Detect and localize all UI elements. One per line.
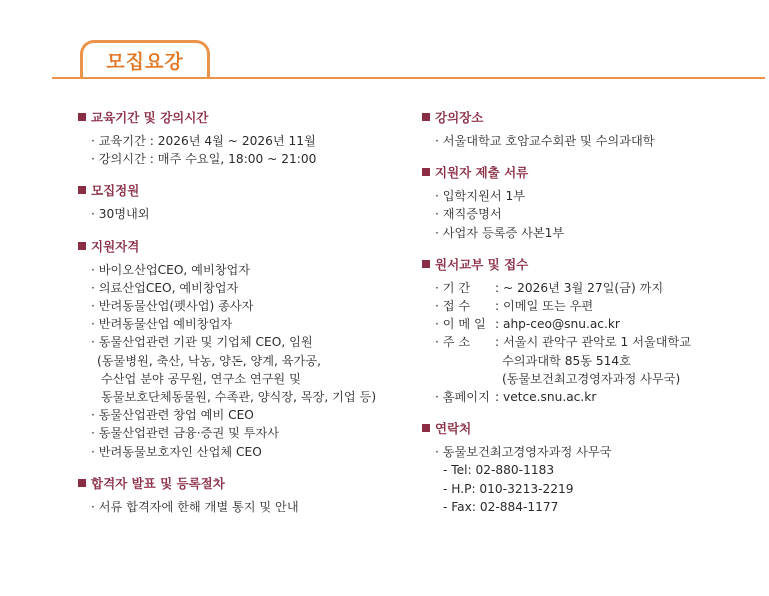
list-item: · 교육기간 : 2026년 4월 ~ 2026년 11월	[91, 134, 316, 148]
list-item: · 입학지원서 1부	[435, 189, 526, 204]
list-item: · 30명내외	[91, 207, 150, 222]
list-item: · 사업자 등록증 사본1부	[435, 225, 565, 240]
list-item: · 서울대학교 호암교수회관 및 수의과대학	[435, 134, 655, 148]
square-bullet-icon	[78, 113, 86, 121]
square-bullet-icon	[422, 113, 430, 121]
receipt-value: : 이메일 또는 우편	[495, 299, 594, 314]
section-documents	[422, 163, 752, 242]
address-value: : 서울시 관악구 관악로 1 서울대학교	[495, 335, 692, 350]
list-item-detail: 동물보호단체동물원, 수족관, 양식장, 목장, 기업 등)	[101, 390, 377, 405]
section-heading	[78, 108, 398, 126]
section-heading	[422, 419, 752, 437]
right-column	[422, 108, 752, 529]
list-item: · 동물산업관련 기관 및 기업체 CEO, 임원	[91, 335, 313, 350]
left-column	[78, 108, 398, 529]
section-heading	[422, 163, 752, 181]
section-heading	[78, 237, 398, 255]
square-bullet-icon	[422, 260, 430, 268]
period-label: · 기 간	[435, 280, 471, 295]
receipt-label: · 접 수	[435, 299, 471, 314]
list-item: · 바이오산업CEO, 예비창업자	[91, 262, 251, 277]
section-heading	[78, 181, 398, 199]
list-item: · 강의시간 : 매주 수요일, 18:00 ~ 21:00	[91, 152, 317, 167]
section-application	[422, 255, 752, 406]
list-item: · 반려동물산업 예비창업자	[91, 317, 233, 332]
period-row	[435, 279, 752, 297]
address-line-3: (동물보건최고경영자과정 사무국)	[502, 371, 681, 386]
section-contact	[422, 419, 752, 516]
section-title: 강의장소	[435, 110, 484, 125]
page-title: 모집요강	[106, 51, 184, 73]
period-value: : ~ 2026년 3월 27일(금) 까지	[495, 280, 664, 295]
address-line-2: 수의과대학 85동 514호	[502, 353, 631, 368]
header-divider	[52, 77, 765, 79]
section-heading	[422, 108, 752, 126]
square-bullet-icon	[78, 242, 86, 250]
list-item: · 서류 합격자에 한해 개별 통지 및 안내	[91, 499, 299, 514]
contact-office: · 동물보건최고경영자과정 사무국	[435, 445, 612, 460]
list-item: · 반려동물보호자인 산업체 CEO	[91, 444, 262, 459]
section-venue	[422, 108, 752, 150]
list-item: · 반려동물산업(펫사업) 종사자	[91, 299, 254, 314]
homepage-row	[435, 388, 752, 406]
square-bullet-icon	[422, 424, 430, 432]
address-label: · 주 소	[435, 335, 471, 350]
list-item: · 재직증명서	[435, 207, 502, 222]
section-announcement	[78, 474, 398, 516]
section-title: 연락처	[435, 421, 472, 437]
contact-tel[interactable]: - Tel: 02-880-1183	[443, 463, 555, 478]
tab-recruitment-guide	[80, 40, 210, 78]
homepage-label: · 홈페이지	[435, 390, 490, 405]
contact-fax: - Fax: 02-884-1177	[443, 499, 559, 514]
list-item-detail: 수산업 분야 공무원, 연구소 연구원 및	[101, 371, 301, 386]
email-row	[435, 315, 752, 333]
square-bullet-icon	[78, 186, 86, 194]
section-title: 원서교부 및 접수	[435, 256, 529, 272]
list-item: · 동물산업관련 창업 예비 CEO	[91, 408, 254, 423]
section-title: 교육기간 및 강의시간	[91, 110, 209, 125]
square-bullet-icon	[422, 168, 430, 176]
list-item: · 의료산업CEO, 예비창업자	[91, 280, 239, 295]
contact-mobile[interactable]: - H.P: 010-3213-2219	[443, 481, 574, 496]
section-heading	[422, 255, 752, 273]
list-item: · 동물산업관련 금융·증권 및 투자사	[91, 426, 280, 441]
email-value[interactable]: : ahp-ceo@snu.ac.kr	[495, 317, 620, 332]
homepage-link[interactable]: : vetce.snu.ac.kr	[495, 390, 597, 405]
email-label: · 이 메 일	[435, 317, 486, 332]
section-heading	[78, 474, 398, 492]
square-bullet-icon	[78, 479, 86, 487]
section-qualification	[78, 237, 398, 461]
section-title: 모집정원	[91, 183, 140, 199]
section-title: 지원자 제출 서류	[435, 165, 529, 181]
list-item-detail: (동물병원, 축산, 낙농, 양돈, 양계, 육가공,	[97, 353, 321, 368]
receipt-row	[435, 297, 752, 315]
address-row	[435, 333, 752, 351]
section-title: 지원자격	[91, 238, 140, 254]
section-capacity	[78, 181, 398, 223]
section-education	[78, 108, 398, 168]
section-title: 합격자 발표 및 등록절차	[91, 475, 225, 491]
